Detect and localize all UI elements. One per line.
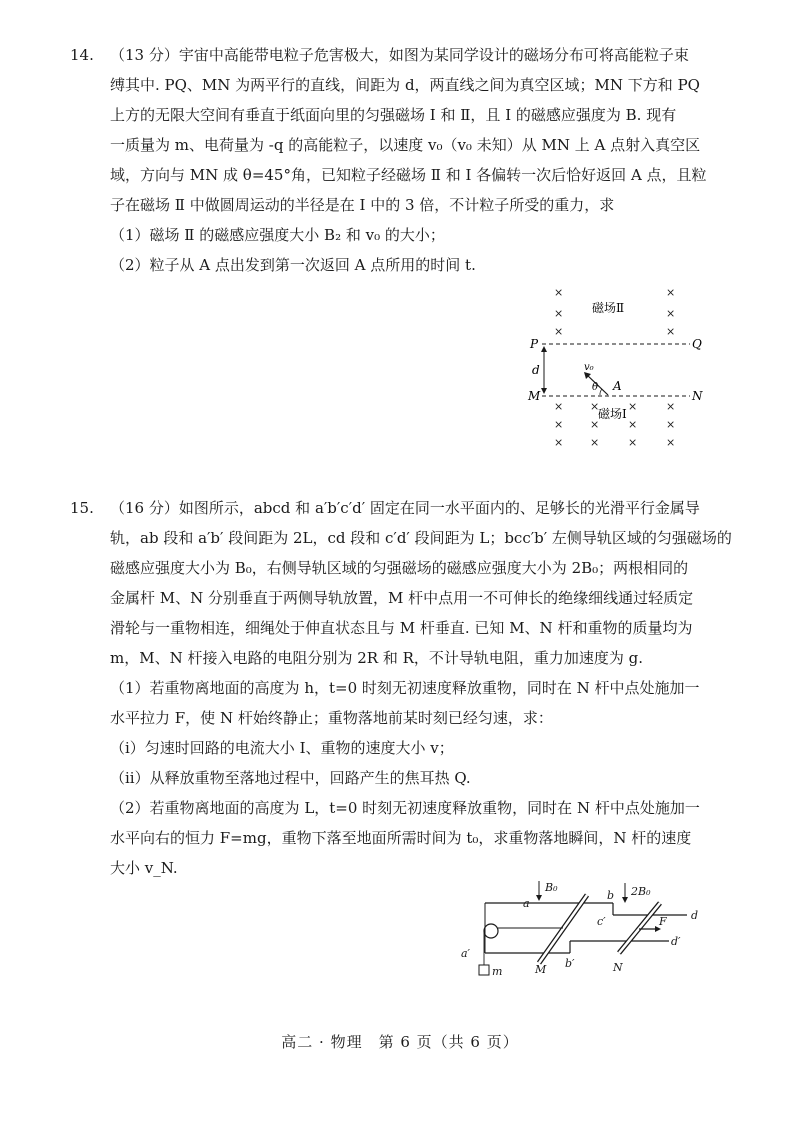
problem-15-text: （16 分）如图所示，abcd 和 a′b′c′d′ 固定在同一水平面内的、足够长的光滑平行金属导 <box>110 499 700 517</box>
label-p: P <box>530 337 539 351</box>
rod-n-inner <box>619 903 660 953</box>
cross-mark: × <box>590 400 600 413</box>
problem-15-subquestion: 大小 v_N. <box>110 859 178 877</box>
problem-14-text: （13 分）宇宙中高能带电粒子危害极大，如图为某同学设计的磁场分布可将高能粒子束 <box>110 46 689 64</box>
label-n: N <box>613 961 623 974</box>
problem-14-line: 域，方向与 MN 成 θ=45°角，已知粒子经磁场 Ⅱ 和 Ⅰ 各偏转一次后恰好返回 A 点，且粒 <box>110 166 707 184</box>
problem-14-line: 缚其中. PQ、MN 为两平行的直线，间距为 d，两直线之间为真空区域；MN 下方和 PQ <box>110 76 700 94</box>
arrow-head-icon <box>622 897 628 903</box>
problem-15-line: 磁感应强度大小为 B₀，右侧导轨区域的匀强磁场的磁感应强度大小为 2B₀；两根相同的 <box>110 559 689 577</box>
problem-15-line: m，M、N 杆接入电路的电阻分别为 2R 和 R，不计导轨电阻，重力加速度为 g. <box>110 649 644 667</box>
cross-mark: × <box>666 418 676 431</box>
problem-15-figure <box>455 873 715 988</box>
label-n: N <box>692 389 703 403</box>
cross-mark: × <box>666 307 676 320</box>
arrow-head-icon <box>541 388 547 394</box>
cross-mark: × <box>628 436 638 449</box>
label-a: A <box>613 379 622 393</box>
label-v0: v₀ <box>584 362 594 373</box>
problem-15-line: 金属杆 M、N 分别垂直于两侧导轨放置，M 杆中点用一不可伸长的绝缘细线通过轻质定 <box>110 589 694 607</box>
problem-15-subquestion: （1）若重物离地面的高度为 h，t=0 时刻无初速度释放重物，同时在 N 杆中点处施加一 <box>110 679 700 697</box>
label-m: M <box>535 963 547 976</box>
problem-15-line-1 <box>70 493 710 523</box>
label-mass: m <box>492 965 503 978</box>
cross-mark: × <box>554 286 564 299</box>
problem-15-subquestion: 水平向右的恒力 F=mg，重物下落至地面所需时间为 t₀，求重物落地瞬间，N 杆的速度 <box>110 829 692 847</box>
problem-14-subquestion-2: （2）粒子从 A 点出发到第一次返回 A 点所用的时间 t. <box>110 256 476 274</box>
field-1-label: 磁场Ⅰ <box>598 407 627 421</box>
cross-mark: × <box>554 436 564 449</box>
problem-15-subquestion: 水平拉力 F，使 N 杆始终静止；重物落地前某时刻已经匀速，求： <box>110 709 553 727</box>
arrow-head-icon <box>541 346 547 352</box>
cross-mark: × <box>666 400 676 413</box>
problem-14-line-1 <box>70 40 710 70</box>
problem-14-line: 一质量为 m、电荷量为 -q 的高能粒子，以速度 v₀（v₀ 未知）从 MN 上 A 点射入真空区 <box>110 136 701 154</box>
problem-15-number: 15. <box>70 499 94 517</box>
problem-15-line: 滑轮与一重物相连，细绳处于伸直状态且与 M 杆垂直. 已知 M、N 杆和重物的质量均为 <box>110 619 693 637</box>
cross-mark: × <box>666 286 676 299</box>
page-footer: 高二 · 物理 第 6 页（共 6 页） <box>281 1033 519 1051</box>
label-theta: θ <box>592 382 599 393</box>
cross-mark: × <box>666 436 676 449</box>
problem-14-number: 14. <box>70 46 94 64</box>
label-f: F <box>659 915 667 928</box>
cross-mark: × <box>554 325 564 338</box>
cross-mark: × <box>590 436 600 449</box>
problem-14-subquestion-1: （1）磁场 Ⅱ 的磁感应强度大小 B₂ 和 v₀ 的大小； <box>110 226 445 244</box>
problem-15 <box>70 493 732 883</box>
label-a-prime: a′ <box>461 947 471 960</box>
cross-mark: × <box>666 325 676 338</box>
problem-14-figure <box>520 282 710 452</box>
label-2b0: 2B₀ <box>631 885 651 898</box>
cross-mark: × <box>628 400 638 413</box>
cross-mark: × <box>628 418 638 431</box>
weight-block <box>479 965 489 975</box>
label-d: d <box>691 909 699 922</box>
field-2-label: 磁场Ⅱ <box>592 301 625 315</box>
rail-diagram <box>455 873 715 988</box>
problem-15-subquestion: （2）若重物离地面的高度为 L，t=0 时刻无初速度释放重物，同时在 N 杆中点处施加一 <box>110 799 700 817</box>
pulley-icon <box>484 924 498 938</box>
problem-15-subquestion: （i）匀速时回路的电流大小 I、重物的速度大小 v； <box>110 739 454 757</box>
label-q: Q <box>692 337 702 351</box>
label-a: a <box>523 897 530 910</box>
cross-mark: × <box>554 400 564 413</box>
arrow-head-icon <box>536 895 542 901</box>
label-c-prime: c′ <box>597 915 606 928</box>
label-b0: B₀ <box>545 881 558 894</box>
label-b-prime: b′ <box>565 957 575 970</box>
angle-arc <box>600 389 602 395</box>
problem-14-line: 上方的无限大空间有垂直于纸面向里的匀强磁场 Ⅰ 和 Ⅱ，且 Ⅰ 的磁感应强度为 B. 现有 <box>110 106 677 124</box>
cross-mark: × <box>590 418 600 431</box>
problem-14 <box>70 40 710 280</box>
label-d: d <box>532 363 540 377</box>
cross-mark: × <box>554 307 564 320</box>
problem-14-line: 子在磁场 Ⅱ 中做圆周运动的半径是在 Ⅰ 中的 3 倍，不计粒子所受的重力，求 <box>110 196 615 214</box>
problem-15-subquestion: （ii）从释放重物至落地过程中，回路产生的焦耳热 Q. <box>110 769 471 787</box>
label-m: M <box>528 389 541 403</box>
cross-mark: × <box>554 418 564 431</box>
label-b: b <box>607 889 615 902</box>
problem-15-line: 轨，ab 段和 a′b′ 段间距为 2L，cd 段和 c′d′ 段间距为 L；bcc′b′ 左侧导轨区域的匀强磁场的 <box>110 529 732 547</box>
magnetic-field-diagram <box>520 282 710 452</box>
label-d-prime: d′ <box>671 935 681 948</box>
